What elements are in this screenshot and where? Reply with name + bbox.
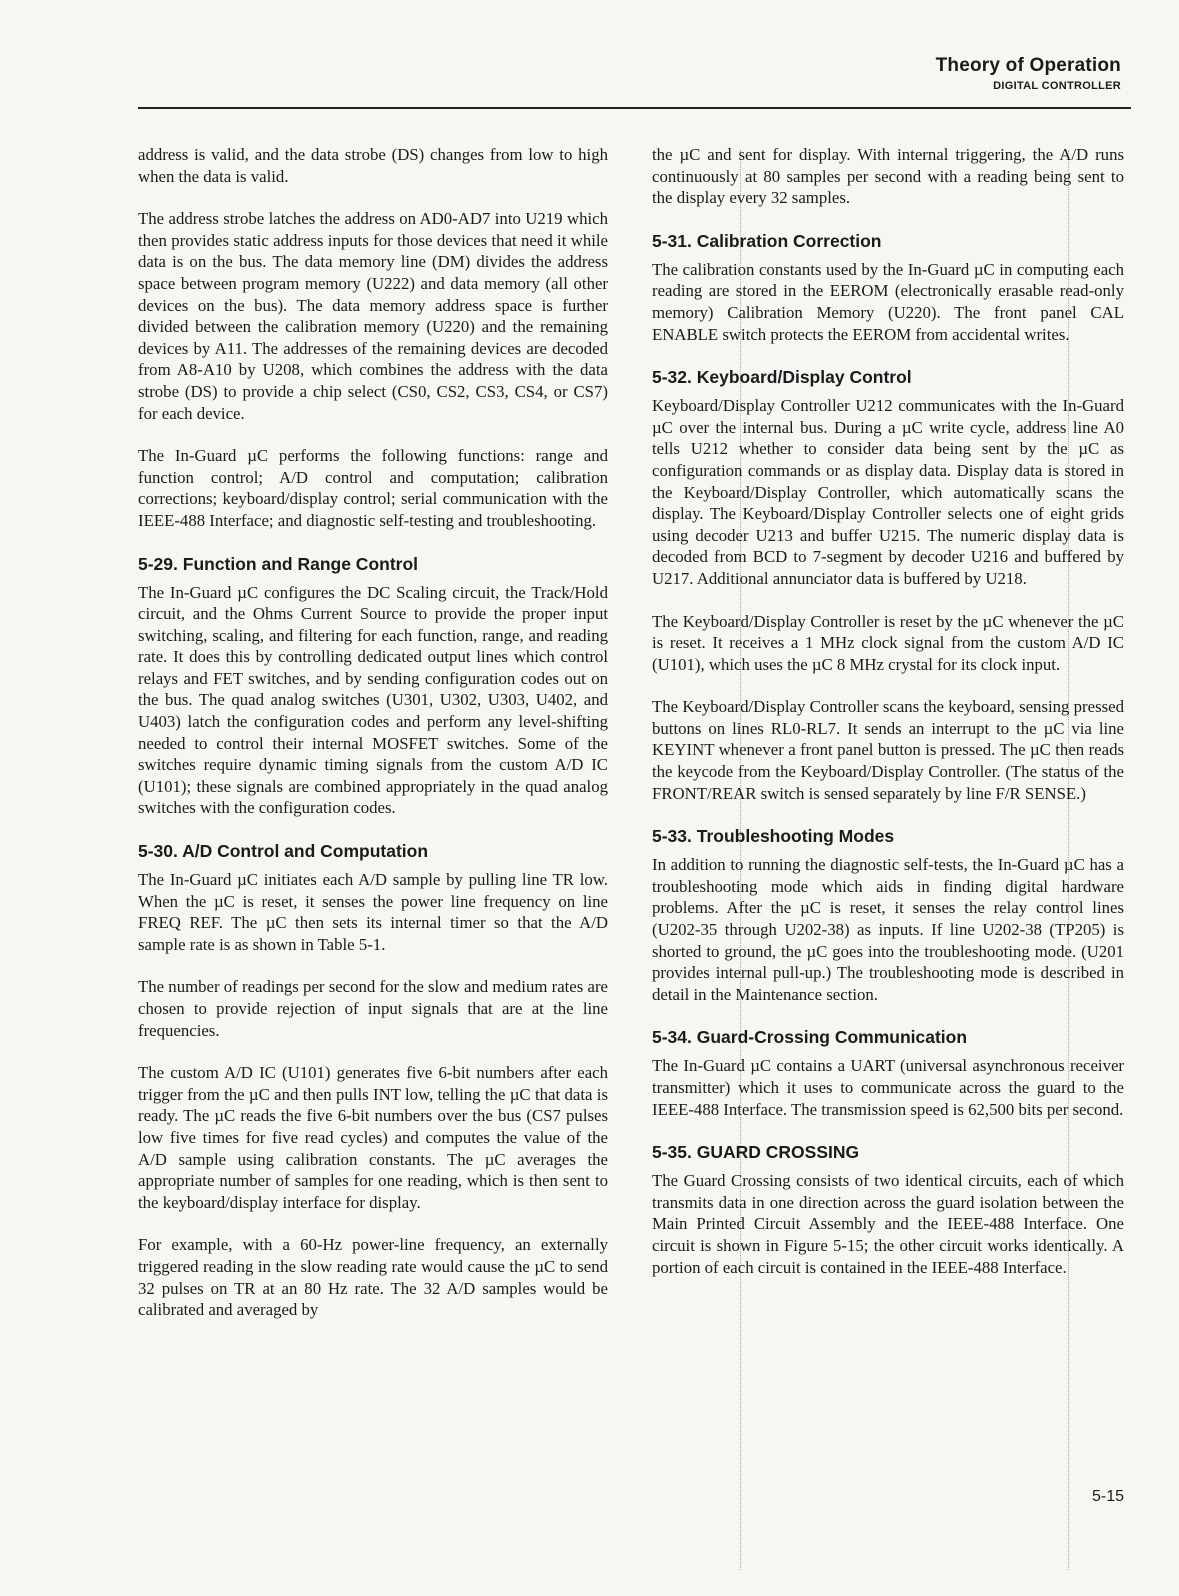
paragraph: The Keyboard/Display Controller is reset by the µC whenever the µC is reset. It receives a 1 MHz clock signal from the custom A/D IC (U101), which uses the µC 8 MHz crystal for its clock input. bbox=[652, 611, 1124, 674]
paragraph: address is valid, and the data strobe (DS) changes from low to high when the data is valid. bbox=[138, 145, 608, 186]
paragraph: The In-Guard µC contains a UART (universal asynchronous receiver transmitter) which it uses to communicate across the guard to the IEEE-488 Interface. The transmission speed is 62,500 bits per second. bbox=[652, 1056, 1124, 1119]
page-number: 5-15 bbox=[1091, 1488, 1124, 1505]
paragraph: The In-Guard µC configures the DC Scaling circuit, the Track/Hold circuit, and the Ohms Current Source to provide the proper input switching, scaling, and filtering for each function, range, and reading rate. It does this by controlling dedicated output lines which control relays and FET switches, and by sending configuration codes out on the bus. The quad analog switches (U301, U302, U303, U402, and U403) latch the configuration codes and perform any level-shifting needed to control their internal MOSFET switches. Some of the switches require dynamic timing signals from the custom A/D IC (U101); these signals are combined appropriately in the quad analog switches with the configuration codes. bbox=[138, 582, 608, 818]
paragraph: The In-Guard µC performs the following functions: range and function control; A/D control and computation; calibration corrections; keyboard/display control; serial communication with the IEEE-488 Interface; and diagnostic self-testing and troubleshooting. bbox=[138, 446, 608, 530]
paragraph: The number of readings per second for the slow and medium rates are chosen to provide rejection of input signals that are at the line frequencies. bbox=[138, 977, 608, 1040]
paragraph: The Keyboard/Display Controller scans the keyboard, sensing pressed buttons on lines RL0-RL7. It sends an interrupt to the µC via line KEYINT whenever a front panel button is pressed. The µC then reads the keycode from the Keyboard/Display Controller. (The status of the FRONT/REAR switch is sensed separately by line F/R SENSE.) bbox=[652, 697, 1124, 803]
paragraph: The custom A/D IC (U101) generates five 6-bit numbers after each trigger from the µC and then pulls INT low, telling the µC that data is ready. The µC reads the five 6-bit numbers over the bus (CS7 pulses low five times for five read cycles) and computes the value of the A/D sample using calibration constants. The µC averages the appropriate number of samples for one reading, which is then sent to the keyboard/display interface for display. bbox=[138, 1063, 608, 1212]
section-heading: 5-29. Function and Range Control bbox=[138, 553, 419, 574]
section-heading: 5-33. Troubleshooting Modes bbox=[652, 826, 895, 847]
left-column bbox=[138, 144, 608, 1342]
section-heading: 5-31. Calibration Correction bbox=[652, 230, 882, 251]
section-heading: 5-34. Guard-Crossing Communication bbox=[652, 1027, 968, 1048]
paragraph: The calibration constants used by the In-Guard µC in computing each reading are stored in the EEROM (electronically erasable read-only memory) Calibration Memory (U220). The front panel CAL ENABLE switch protects the EEROM from accidental writes. bbox=[652, 259, 1124, 344]
section-subtitle: DIGITAL CONTROLLER bbox=[993, 80, 1121, 92]
section-heading: 5-32. Keyboard/Display Control bbox=[652, 367, 912, 388]
paragraph: The Guard Crossing consists of two identical circuits, each of which transmits data in one direction across the guard isolation between the Main Printed Circuit Assembly and the IEEE-488 Interface. One circuit is shown in Figure 5-15; the other circuit works identically. A portion of each circuit is contained in the IEEE-488 Interface. bbox=[652, 1171, 1124, 1277]
paragraph: Keyboard/Display Controller U212 communicates with the In-Guard µC over the internal bus. During a µC write cycle, address line A0 tells U212 whether to consider data being sent by the µC as configuration commands or as display data. Display data is stored in the Keyboard/Display Controller, which automatically scans the display. The Keyboard/Display Controller selects one of eight grids using decoder U213 and buffer U215. The numeric display data is decoded from BCD to 7-segment by decoder U216 and buffered by U217. Additional annunciator data is buffered by U218. bbox=[652, 396, 1124, 588]
section-heading: 5-30. A/D Control and Computation bbox=[138, 841, 429, 862]
right-column bbox=[652, 144, 1124, 1299]
paragraph: For example, with a 60-Hz power-line frequency, an externally triggered reading in the slow reading rate would cause the µC to send 32 pulses on TR at an 80 Hz rate. The 32 A/D samples would be calibrated and averaged by bbox=[138, 1235, 608, 1320]
section-title: Theory of Operation bbox=[935, 55, 1121, 76]
paragraph: The address strobe latches the address on AD0-AD7 into U219 which then provides static address inputs for those devices that need it while data is on the bus. The data memory line (DM) divides the address space between program memory (U222) and data memory (all other devices on the bus). The data memory address space is further divided between the calibration memory (U220) and the remaining devices by A11. The addresses of the remaining devices are decoded from A8-A10 by U208, which combines the address with the data strobe (DS) to provide a chip select (CS0, CS2, CS3, CS4, or CS7) for each device. bbox=[138, 209, 608, 423]
section-heading: 5-35. GUARD CROSSING bbox=[652, 1142, 860, 1163]
paragraph: In addition to running the diagnostic self-tests, the In-Guard µC has a troubleshooting mode which aids in finding digital hardware problems. After the µC is reset, it senses the relay control lines (U202-35 through U202-38) as inputs. If line U202-38 (TP205) is shorted to ground, the µC goes into the troubleshooting mode. (U201 provides internal pull-up.) The troubleshooting mode is described in detail in the Maintenance section. bbox=[652, 855, 1124, 1004]
header-divider bbox=[138, 107, 1131, 109]
paragraph: The In-Guard µC initiates each A/D sample by pulling line TR low. When the µC is reset, it senses the power line frequency on line FREQ REF. The µC then sets its internal timer so that the A/D sample rate is as shown in Table 5-1. bbox=[138, 870, 608, 954]
paragraph: the µC and sent for display. With internal triggering, the A/D runs continuously at 80 samples per second with a reading being sent to the display every 32 samples. bbox=[652, 145, 1124, 208]
